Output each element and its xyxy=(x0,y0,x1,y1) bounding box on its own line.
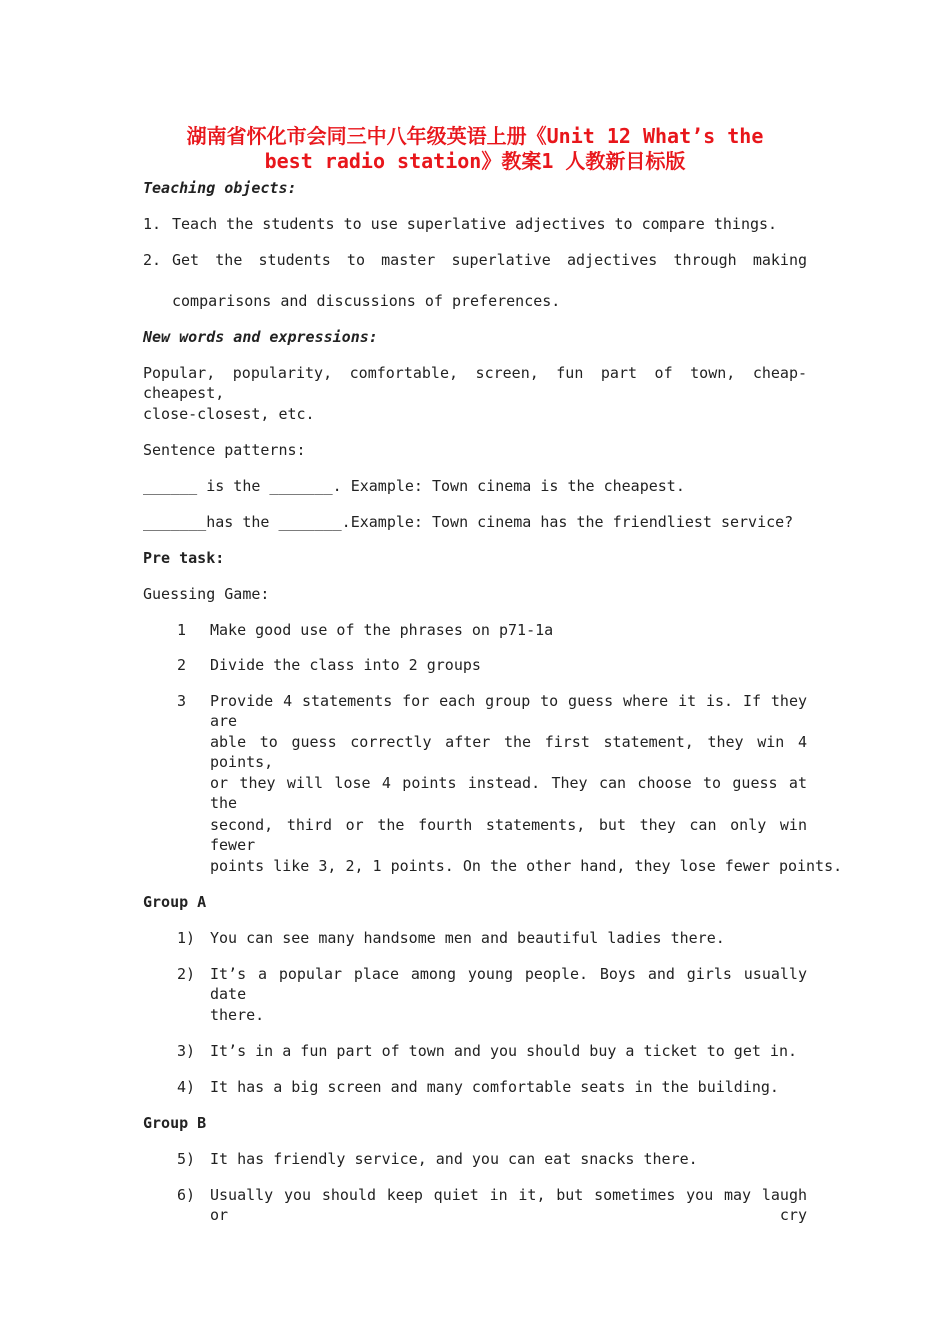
step-number: 2 xyxy=(177,656,187,674)
statement-number: 6) xyxy=(177,1186,196,1204)
step-number: 1 xyxy=(177,621,187,639)
statement-number: 3) xyxy=(177,1042,196,1060)
title-line-2: best radio station》教案1 人教新目标版 xyxy=(264,149,686,173)
new-words-heading: New words and expressions: xyxy=(143,328,378,346)
statement-text: It has a big screen and many comfortable seats in the building. xyxy=(210,1078,779,1096)
group-b-heading: Group B xyxy=(143,1114,207,1132)
sentence-pattern: ______ is the _______. Example: Town cinema is the cheapest. xyxy=(143,477,685,495)
new-words-list-continued: close-closest, etc. xyxy=(143,405,315,423)
objective-number: 1. xyxy=(143,215,162,233)
sentence-patterns-label: Sentence patterns: xyxy=(143,441,306,459)
document-title xyxy=(143,124,807,174)
objective-text: Get the students to master superlative adjectives through making xyxy=(172,251,807,269)
step-text-continued: able to guess correctly after the first statement, they win 4 points, xyxy=(210,733,807,771)
step-text: Provide 4 statements for each group to guess where it is. If they are xyxy=(210,692,807,730)
step-text-continued: points like 3, 2, 1 points. On the other hand, they lose fewer points. xyxy=(210,857,843,875)
guessing-game-label: Guessing Game: xyxy=(143,585,270,603)
statement-number: 2) xyxy=(177,965,196,983)
step-text: Divide the class into 2 groups xyxy=(210,656,481,674)
step-number: 3 xyxy=(177,692,187,710)
objective-text: Teach the students to use superlative adjectives to compare things. xyxy=(172,215,778,233)
step-text-continued: second, third or the fourth statements, but they can only win fewer xyxy=(210,816,807,854)
statement-text: It’s in a fun part of town and you should buy a ticket to get in. xyxy=(210,1042,797,1060)
new-words-list: Popular, popularity, comfortable, screen, fun part of town, cheap-cheapest, xyxy=(143,364,807,402)
step-text-continued: or they will lose 4 points instead. They can choose to guess at the xyxy=(210,774,807,812)
step-text: Make good use of the phrases on p71-1a xyxy=(210,621,554,639)
statement-text-continued: there. xyxy=(210,1006,265,1024)
sentence-pattern: _______has the _______.Example: Town cinema has the friendliest service? xyxy=(143,513,794,531)
teaching-objects-heading: Teaching objects: xyxy=(143,179,297,197)
statement-number: 1) xyxy=(177,929,196,947)
statement-number: 5) xyxy=(177,1150,196,1168)
objective-number: 2. xyxy=(143,251,162,269)
statement-text: Usually you should keep quiet in it, but sometimes you may laugh or cry xyxy=(210,1186,807,1224)
pre-task-heading: Pre task: xyxy=(143,549,225,567)
statement-number: 4) xyxy=(177,1078,196,1096)
title-line-1: 湖南省怀化市会同三中八年级英语上册《Unit 12 What’s the xyxy=(186,124,764,148)
objective-text-continued: comparisons and discussions of preferences. xyxy=(172,292,561,310)
statement-text: It’s a popular place among young people. Boys and girls usually date xyxy=(210,965,807,1003)
group-a-heading: Group A xyxy=(143,893,207,911)
statement-text: It has friendly service, and you can eat snacks there. xyxy=(210,1150,698,1168)
statement-text: You can see many handsome men and beautiful ladies there. xyxy=(210,929,725,947)
